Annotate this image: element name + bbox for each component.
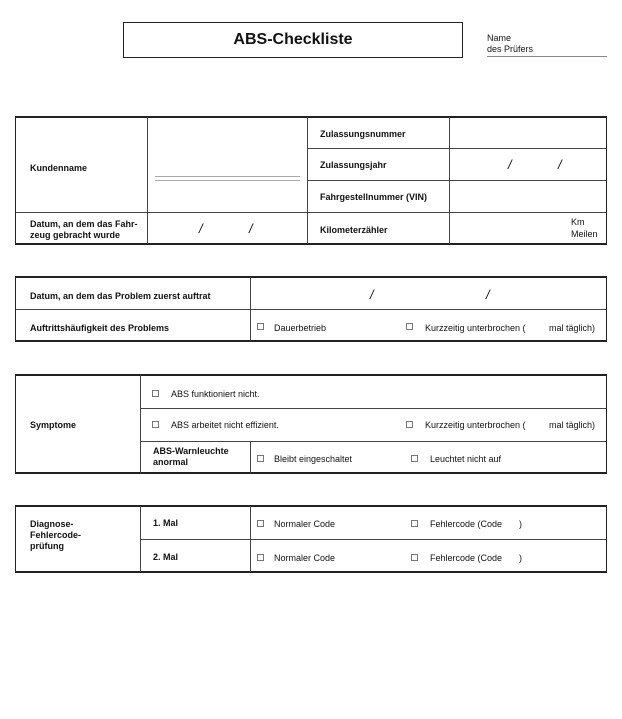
inspector-name-field[interactable] (487, 33, 607, 57)
warning-light-label (153, 446, 229, 468)
second-normal-code-label: Normaler Code (274, 553, 336, 563)
date-separator: / (486, 287, 490, 302)
times-daily-label: mal täglich) (549, 323, 596, 333)
customer-name-label: Kundenname (30, 163, 88, 173)
odometer-label: Kilometerzähler (320, 225, 388, 235)
date-separator: / (199, 221, 203, 236)
does-not-light-label: Leuchtet nicht auf (430, 454, 502, 464)
symptom-times-daily-label: mal täglich) (549, 420, 596, 430)
continuous-checkbox[interactable] (257, 323, 264, 330)
inspector-label-line2: des Prüfers (487, 44, 534, 54)
abs-not-efficient-label: ABS arbeitet nicht effizient. (171, 420, 279, 430)
continuous-label: Dauerbetrieb (274, 323, 327, 333)
abs-not-working-checkbox[interactable] (152, 390, 159, 397)
registration-number-field[interactable] (450, 118, 605, 147)
abs-not-efficient-checkbox[interactable] (152, 421, 159, 428)
registration-year-label: Zulassungsjahr (320, 160, 387, 170)
symptom-intermittent-label: Kurzzeitig unterbrochen ( (425, 420, 526, 430)
symptoms-label: Symptome (30, 420, 77, 430)
second-normal-code-checkbox[interactable] (257, 554, 264, 561)
vin-label: Fahrgestellnummer (VIN) (320, 192, 428, 202)
second-error-code-checkbox[interactable] (411, 554, 418, 561)
first-error-code-close: ) (519, 519, 522, 529)
second-time-label: 2. Mal (153, 552, 179, 562)
stays-on-checkbox[interactable] (257, 455, 264, 462)
odometer-field[interactable] (450, 213, 605, 243)
intermittent-label: Kurzzeitig unterbrochen ( (425, 323, 526, 333)
first-error-code-label: Fehlercode (Code (430, 519, 503, 529)
first-occurred-label: Datum, an dem das Problem zuerst auftrat (30, 291, 211, 301)
intermittent-checkbox[interactable] (406, 323, 413, 330)
date-separator: / (249, 221, 253, 236)
warning-light-label-line1: ABS-Warnleuchte (153, 446, 229, 456)
date-separator: / (370, 287, 374, 302)
second-error-code-close: ) (519, 553, 522, 563)
divider (250, 441, 251, 473)
date-separator: / (508, 157, 512, 172)
divider (140, 408, 606, 409)
first-error-code-checkbox[interactable] (411, 520, 418, 527)
registration-number-label: Zulassungsnummer (320, 129, 406, 139)
diagnosis-label-line1: Diagnose- (30, 519, 74, 529)
field-line (155, 176, 300, 177)
first-normal-code-checkbox[interactable] (257, 520, 264, 527)
form-title-text: ABS-Checkliste (233, 31, 353, 48)
warning-light-label-line2: anormal (153, 457, 189, 467)
symptom-intermittent-checkbox[interactable] (406, 421, 413, 428)
unit-miles: Meilen (571, 229, 598, 239)
diagnosis-label-line3: prüfung (30, 541, 64, 551)
second-error-code-label: Fehlercode (Code (430, 553, 503, 563)
date-brought-label (30, 219, 138, 241)
first-occurred-field[interactable] (251, 278, 605, 308)
date-brought-label-line1: Datum, an dem das Fahr- (30, 219, 138, 229)
date-brought-label-line2: zeug gebracht wurde (30, 230, 121, 240)
diagnosis-label (30, 519, 81, 552)
divider (140, 441, 606, 442)
abs-not-working-label: ABS funktioniert nicht. (171, 389, 260, 399)
form-title (123, 22, 463, 58)
unit-km: Km (571, 217, 585, 227)
stays-on-label: Bleibt eingeschaltet (274, 454, 353, 464)
divider (140, 375, 141, 473)
date-separator: / (558, 157, 562, 172)
frequency-label: Auftrittshäufigkeit des Problems (30, 323, 170, 333)
inspector-label-line1: Name (487, 33, 512, 43)
first-normal-code-label: Normaler Code (274, 519, 336, 529)
does-not-light-checkbox[interactable] (411, 455, 418, 462)
customer-name-field[interactable] (155, 170, 300, 184)
registration-year-field[interactable] (450, 149, 605, 179)
vin-field[interactable] (450, 181, 605, 211)
date-brought-field[interactable] (148, 213, 306, 243)
diagnosis-label-line2: Fehlercode- (30, 530, 82, 540)
first-time-label: 1. Mal (153, 518, 179, 528)
divider (16, 309, 606, 310)
field-line (155, 180, 300, 181)
divider (140, 539, 606, 540)
